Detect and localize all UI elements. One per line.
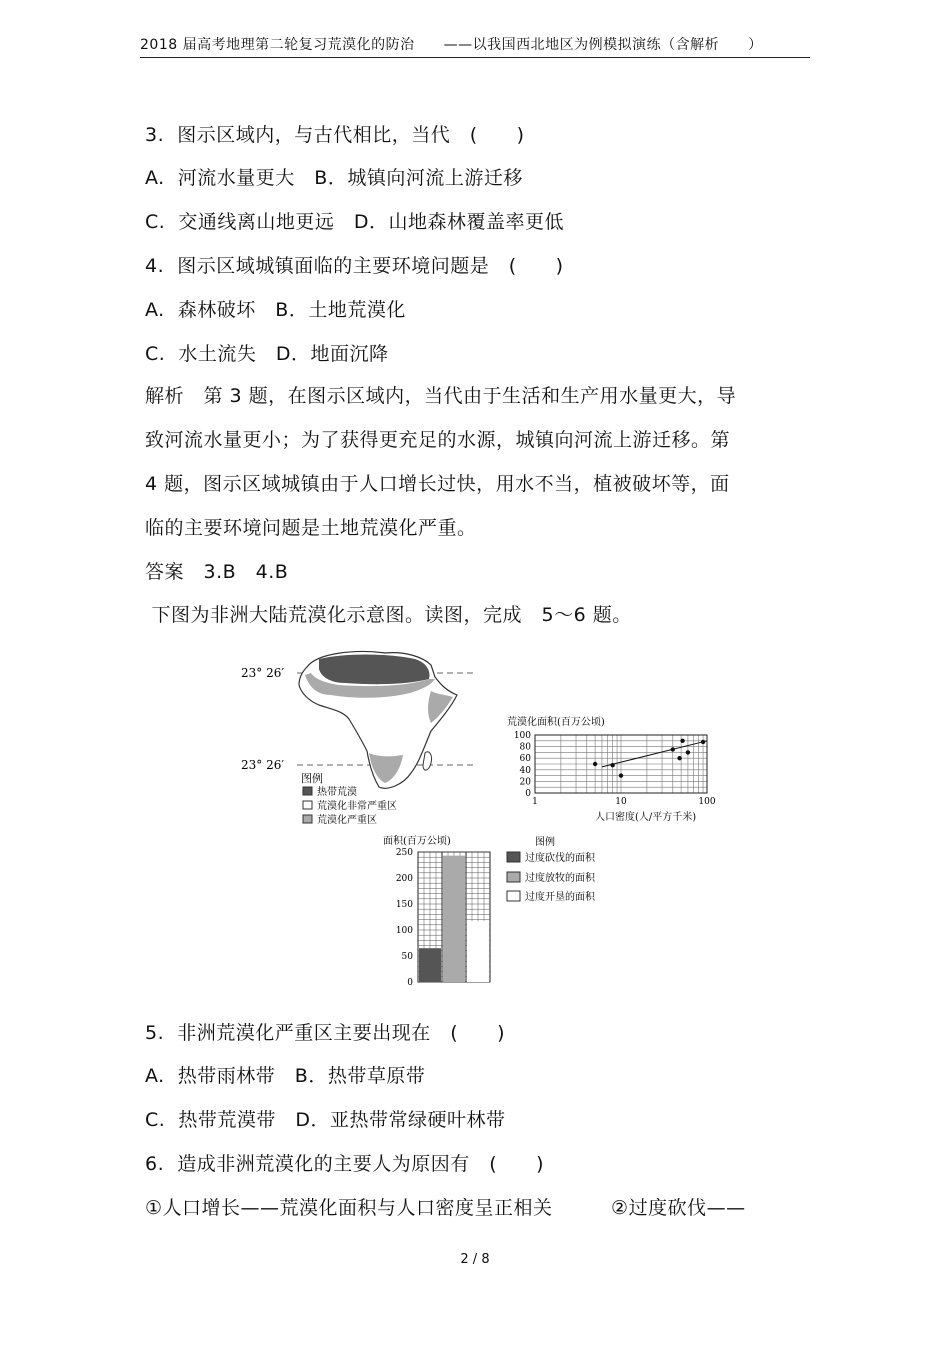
text-line: 答案 3.B 4.B (145, 561, 289, 583)
page-number: 2 / 8 (460, 1252, 490, 1267)
data-point (593, 762, 597, 766)
page-header: 2018 届高考地理第二轮复习荒漠化的防治 ——以我国西北地区为例模拟演练（含解析 ） (140, 34, 810, 58)
trend-line (602, 741, 707, 767)
bar-legend-swatch (507, 872, 520, 882)
text-line: 4 题，图示区域城镇由于人口增长过快，用水不当，植被破坏等，面 (145, 473, 730, 495)
text-line: 致河流水量更小；为了获得更充足的水源，城镇向河流上游迁移。第 (145, 429, 731, 451)
map-legend-label: 荒漠化严重区 (317, 815, 377, 826)
bar-ylabel: 面积(百万公顷) (383, 836, 451, 847)
bar-legend-label: 过度放牧的面积 (525, 873, 595, 884)
data-point (619, 773, 623, 777)
y-tick-label: 0 (525, 789, 531, 799)
y-tick-label: 100 (513, 731, 531, 741)
x-tick-label: 100 (698, 797, 716, 807)
y-tick-label: 50 (401, 952, 413, 962)
text-line: 临的主要环境问题是土地荒漠化严重。 (145, 517, 477, 539)
text-line: C. 水土流失 D．地面沉降 (145, 343, 389, 365)
y-tick-label: 20 (519, 777, 531, 788)
bar (467, 921, 489, 982)
scatter-grid (535, 735, 707, 793)
y-tick-label: 250 (395, 848, 413, 858)
y-tick-label: 80 (519, 742, 531, 753)
text-line: A. 热带雨林带 B．热带草原带 (145, 1065, 426, 1087)
bar-legend-swatch (507, 891, 520, 901)
desertification-figure (235, 645, 725, 990)
y-tick-label: 60 (519, 754, 531, 765)
bar (443, 856, 465, 982)
lat-north-label: 23° 26′ (241, 666, 285, 680)
y-tick-label: 150 (395, 900, 413, 910)
text-line: C. 交通线离山地更远 D．山地森林覆盖率更低 (145, 211, 565, 233)
scatter-ylabel: 荒漠化面积(百万公顷) (507, 717, 605, 728)
legend-swatch (303, 787, 312, 795)
tropical-desert-region (319, 655, 429, 685)
map-legend-label: 热带荒漠 (317, 787, 357, 798)
data-point (610, 763, 614, 767)
text-line: 3. 图示区域内，与古代相比，当代 ( ) (145, 124, 525, 146)
bar-legend-swatch (507, 852, 520, 862)
text-line: ①人口增长——荒漠化面积与人口密度呈正相关 ②过度砍伐—— (145, 1197, 746, 1219)
scatter-chart (507, 715, 716, 823)
text-line: 解析 第 3 题，在图示区域内，当代由于生活和生产用水量更大，导 (145, 385, 737, 407)
data-point (671, 747, 675, 751)
y-tick-label: 0 (407, 978, 413, 988)
text-line: 4. 图示区域城镇面临的主要环境问题是 ( ) (145, 255, 564, 277)
data-point (677, 756, 681, 760)
bar-legend-label: 过度开垦的面积 (525, 892, 595, 903)
text-line: C. 热带荒漠带 D．亚热带常绿硬叶林带 (145, 1109, 506, 1131)
text-line: 5. 非洲荒漠化严重区主要出现在 ( ) (145, 1022, 506, 1044)
bar-legend-title: 图例 (535, 837, 555, 848)
africa-map (241, 652, 475, 826)
text-line: A. 森林破坏 B．土地荒漠化 (145, 299, 406, 321)
bar-chart (383, 834, 596, 988)
x-tick-label: 10 (615, 797, 627, 807)
x-tick-label: 1 (532, 797, 538, 807)
text-line: 下图为非洲大陆荒漠化示意图。读图，完成 5～6 题。 (145, 604, 632, 626)
madagascar (423, 752, 432, 770)
data-point (686, 750, 690, 754)
lat-south-label: 23° 26′ (241, 758, 285, 772)
bar-legend-label: 过度砍伐的面积 (525, 853, 595, 864)
scatter-xlabel: 人口密度(人/平方千米) (595, 812, 697, 823)
y-tick-label: 200 (395, 874, 413, 884)
legend-swatch (303, 801, 312, 809)
data-point (701, 740, 705, 744)
y-tick-label: 100 (395, 926, 413, 936)
map-legend-label: 荒漠化非常严重区 (317, 801, 397, 812)
bar (419, 948, 441, 982)
text-line: A. 河流水量更大 B．城镇向河流上游迁移 (145, 167, 523, 189)
y-tick-label: 40 (519, 765, 531, 776)
text-line: 6. 造成非洲荒漠化的主要人为原因有 ( ) (145, 1153, 545, 1175)
scatter-marks (514, 731, 716, 807)
data-point (680, 739, 684, 743)
map-legend-title: 图例 (301, 772, 323, 785)
legend-swatch (303, 815, 312, 823)
